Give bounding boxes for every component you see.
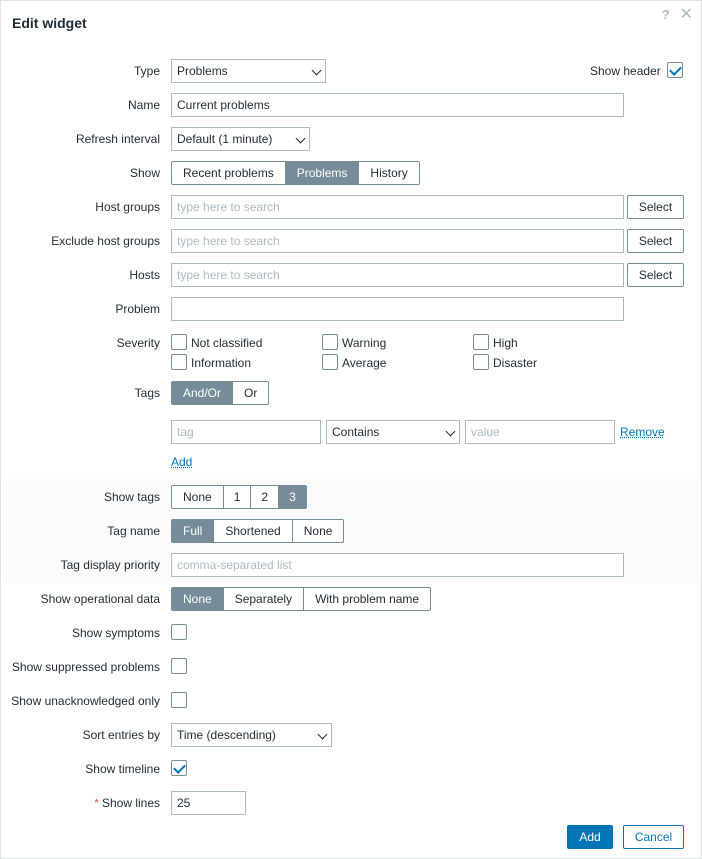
severity-information-label: Information [191, 356, 252, 370]
type-label: Type [133, 64, 160, 78]
tag-display-priority-label: Tag display priority [60, 558, 160, 572]
show-tags-option-3[interactable]: 3 [278, 485, 307, 509]
hosts-input[interactable]: type here to search [171, 263, 624, 287]
type-select[interactable] [171, 59, 326, 83]
severity-average-label: Average [342, 356, 387, 370]
severity-not-classified-checkbox[interactable] [171, 334, 187, 350]
show-tags-control [171, 485, 307, 509]
show-tags-option-2[interactable]: 2 [250, 485, 279, 509]
host-groups-input[interactable]: type here to search [171, 195, 624, 219]
refresh-interval-value: Default (1 minute) [177, 132, 273, 146]
sort-entries-value: Time (descending) [177, 728, 276, 742]
severity-disaster-label: Disaster [493, 356, 538, 370]
show-option-history[interactable]: History [358, 161, 419, 185]
add-button[interactable]: Add [567, 825, 613, 849]
tags-evaltype-control [171, 381, 269, 405]
hosts-label: Hosts [129, 268, 160, 282]
tag-name-option-shortened[interactable]: Shortened [213, 519, 292, 543]
refresh-interval-label: Refresh interval [75, 132, 160, 146]
show-label: Show [129, 166, 160, 180]
tags-label: Tags [134, 386, 160, 400]
tag-display-priority-input[interactable]: comma-separated list [171, 553, 624, 577]
show-tags-option-1[interactable]: 1 [223, 485, 252, 509]
severity-information-checkbox[interactable] [171, 354, 187, 370]
show-tags-label: Show tags [103, 490, 160, 504]
tags-option-and-or[interactable]: And/Or [171, 381, 233, 405]
hosts-select-button[interactable]: Select [627, 263, 684, 287]
chevron-down-icon [318, 730, 328, 740]
show-lines-label-text: Show lines [101, 796, 160, 810]
sort-entries-label: Sort entries by [82, 728, 160, 742]
severity-disaster-checkbox[interactable] [473, 354, 489, 370]
show-option-recent-problems[interactable]: Recent problems [171, 161, 286, 185]
tag-name-option-none[interactable]: None [292, 519, 345, 543]
show-unack-label: Show unacknowledged only [11, 694, 160, 708]
severity-high-checkbox[interactable] [473, 334, 489, 350]
exclude-host-groups-select-button[interactable]: Select [627, 229, 684, 253]
tag-name-option-full[interactable]: Full [171, 519, 214, 543]
operational-data-option-separately[interactable]: Separately [223, 587, 304, 611]
severity-average-checkbox[interactable] [322, 354, 338, 370]
dialog-title: Edit widget [12, 15, 87, 31]
show-header-label: Show header [590, 64, 661, 78]
host-groups-select-button[interactable]: Select [627, 195, 684, 219]
name-input[interactable]: Current problems [171, 93, 624, 117]
sort-entries-select[interactable] [171, 723, 332, 747]
show-segmented-control [171, 161, 420, 185]
problem-label: Problem [115, 302, 160, 316]
show-lines-input[interactable]: 25 [171, 791, 246, 815]
tags-option-or[interactable]: Or [232, 381, 269, 405]
show-suppressed-label: Show suppressed problems [11, 660, 160, 674]
show-symptoms-checkbox[interactable] [171, 624, 187, 640]
show-suppressed-checkbox[interactable] [171, 658, 187, 674]
problem-input[interactable] [171, 297, 624, 321]
show-option-problems[interactable]: Problems [285, 161, 360, 185]
operational-data-control [171, 587, 431, 611]
refresh-interval-select[interactable] [171, 127, 310, 151]
severity-high-label: High [493, 336, 518, 350]
tag-remove-link[interactable]: Remove [620, 425, 665, 439]
show-timeline-label: Show timeline [85, 762, 160, 776]
required-marker: * [94, 796, 99, 810]
operational-data-option-none[interactable]: None [171, 587, 224, 611]
show-tags-option-none[interactable]: None [171, 485, 224, 509]
operational-data-option-with-name[interactable]: With problem name [303, 587, 431, 611]
show-unack-checkbox[interactable] [171, 692, 187, 708]
show-header-checkbox[interactable] [667, 62, 683, 78]
exclude-host-groups-input[interactable]: type here to search [171, 229, 624, 253]
show-timeline-checkbox[interactable] [171, 760, 187, 776]
host-groups-label: Host groups [95, 200, 160, 214]
close-icon[interactable]: ✕ [679, 6, 693, 23]
chevron-down-icon [446, 427, 456, 437]
severity-warning-checkbox[interactable] [322, 334, 338, 350]
chevron-down-icon [312, 66, 322, 76]
chevron-down-icon [296, 134, 306, 144]
tag-add-link[interactable]: Add [171, 455, 193, 469]
tag-value-input[interactable]: value [465, 420, 615, 444]
exclude-host-groups-label: Exclude host groups [51, 234, 160, 248]
operational-data-label: Show operational data [40, 592, 160, 606]
severity-label: Severity [116, 336, 160, 350]
show-lines-label [94, 796, 160, 810]
cancel-button[interactable]: Cancel [623, 825, 684, 849]
tag-name-input[interactable]: tag [171, 420, 321, 444]
tag-name-control [171, 519, 344, 543]
severity-not-classified-label: Not classified [191, 336, 263, 350]
show-symptoms-label: Show symptoms [71, 626, 160, 640]
type-select-value: Problems [177, 64, 228, 78]
help-icon[interactable]: ? [661, 7, 670, 22]
name-label: Name [127, 98, 160, 112]
tag-name-label: Tag name [107, 524, 160, 538]
severity-warning-label: Warning [342, 336, 387, 350]
tag-operator-select[interactable] [326, 420, 460, 444]
tag-operator-value: Contains [332, 425, 380, 439]
